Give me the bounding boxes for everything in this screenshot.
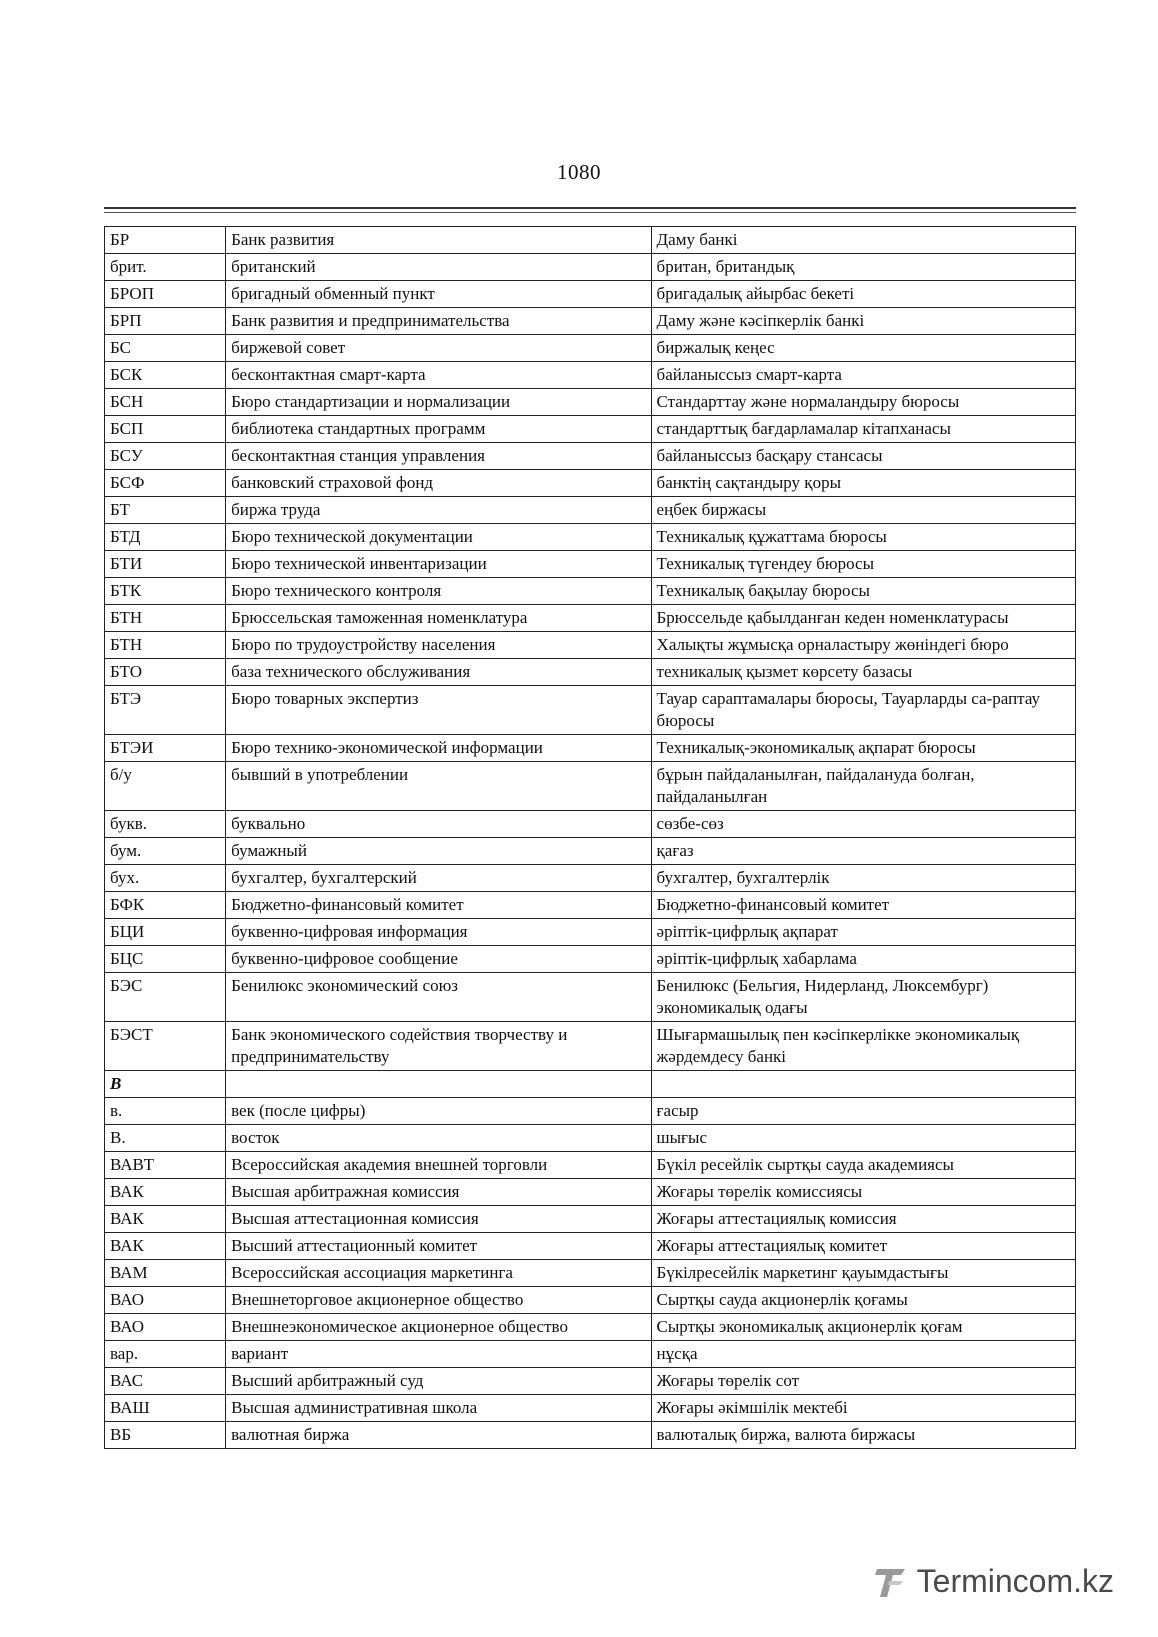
abbreviation-cell: ВАМ xyxy=(105,1260,226,1287)
table-row xyxy=(105,1341,1076,1368)
abbreviation-cell: БТН xyxy=(105,605,226,632)
table-row xyxy=(105,551,1076,578)
kazakh-term-cell: Жоғары әкімшілік мектебі xyxy=(651,1395,1075,1422)
table-row xyxy=(105,335,1076,362)
russian-term-cell: Бюро стандартизации и нормализации xyxy=(226,389,651,416)
table-row xyxy=(105,254,1076,281)
russian-term-cell: Бюро технической инвентаризации xyxy=(226,551,651,578)
table-row xyxy=(105,1422,1076,1449)
kazakh-term-cell: стандарттық бағдарламалар кітапханасы xyxy=(651,416,1075,443)
termincom-logo-icon xyxy=(875,1561,915,1601)
table-row xyxy=(105,389,1076,416)
russian-term-cell: банковский страховой фонд xyxy=(226,470,651,497)
russian-term-cell: Бенилюкс экономический союз xyxy=(226,973,651,1022)
russian-term-cell: Бюро товарных экспертиз xyxy=(226,686,651,735)
table-row xyxy=(105,1022,1076,1071)
abbreviation-cell: букв. xyxy=(105,811,226,838)
kazakh-term-cell: Техникалық бақылау бюросы xyxy=(651,578,1075,605)
kazakh-term-cell: Жоғары төрелік сот xyxy=(651,1368,1075,1395)
table-row xyxy=(105,1314,1076,1341)
abbreviation-cell: ВБ xyxy=(105,1422,226,1449)
kazakh-term-cell: Стандарттау және нормаландыру бюросы xyxy=(651,389,1075,416)
abbreviation-cell: БС xyxy=(105,335,226,362)
table-row xyxy=(105,362,1076,389)
abbreviation-cell: БСК xyxy=(105,362,226,389)
abbreviation-cell: ВАС xyxy=(105,1368,226,1395)
table-row xyxy=(105,946,1076,973)
abbreviation-cell: бух. xyxy=(105,865,226,892)
abbreviation-cell: БЭСТ xyxy=(105,1022,226,1071)
section-letter: В xyxy=(105,1071,226,1098)
kazakh-term-cell: банктің сақтандыру қоры xyxy=(651,470,1075,497)
kazakh-term-cell: Даму банкі xyxy=(651,227,1075,254)
table-row xyxy=(105,1125,1076,1152)
russian-term-cell: буквально xyxy=(226,811,651,838)
abbreviation-cell: ВАК xyxy=(105,1233,226,1260)
abbreviation-cell: БСУ xyxy=(105,443,226,470)
abbreviation-cell: БЭС xyxy=(105,973,226,1022)
kazakh-term-cell: Техникалық-экономикалық ақпарат бюросы xyxy=(651,735,1075,762)
table-row xyxy=(105,1287,1076,1314)
table-row xyxy=(105,524,1076,551)
watermark xyxy=(875,1561,1114,1601)
kazakh-term-cell: Шығармашылық пен кәсіпкерлікке экономикалық жәрдемдесу банкі xyxy=(651,1022,1075,1071)
abbreviation-cell: ВАО xyxy=(105,1287,226,1314)
russian-term-cell: библиотека стандартных программ xyxy=(226,416,651,443)
kazakh-term-cell: техникалық қызмет көрсету базасы xyxy=(651,659,1075,686)
table-row xyxy=(105,1395,1076,1422)
table-row xyxy=(105,416,1076,443)
kazakh-term-cell: Бюджетно-финансовый комитет xyxy=(651,892,1075,919)
kazakh-term-cell: валюталық биржа, валюта биржасы xyxy=(651,1422,1075,1449)
russian-term-cell: бесконтактная смарт-карта xyxy=(226,362,651,389)
table-row xyxy=(105,919,1076,946)
kazakh-term-cell: Жоғары аттестациялық комиссия xyxy=(651,1206,1075,1233)
kazakh-term-cell: Бенилюкс (Бельгия, Нидерланд, Люксембург) экономикалық одағы xyxy=(651,973,1075,1022)
russian-term-cell: Высший арбитражный суд xyxy=(226,1368,651,1395)
russian-term-cell: бумажный xyxy=(226,838,651,865)
abbreviation-cell: БТД xyxy=(105,524,226,551)
kazakh-term-cell: сөзбе-сөз xyxy=(651,811,1075,838)
kazakh-term-cell: Жоғары төрелік комиссиясы xyxy=(651,1179,1075,1206)
kazakh-term-cell: шығыс xyxy=(651,1125,1075,1152)
table-row xyxy=(105,1206,1076,1233)
kazakh-term-cell: бригадалық айырбас бекеті xyxy=(651,281,1075,308)
table-row xyxy=(105,1152,1076,1179)
section-letter-row xyxy=(105,1071,1076,1098)
abbreviation-cell: БТЭИ xyxy=(105,735,226,762)
table-row xyxy=(105,497,1076,524)
table-row xyxy=(105,470,1076,497)
table-row xyxy=(105,227,1076,254)
russian-term-cell: Высшая административная школа xyxy=(226,1395,651,1422)
kazakh-term-cell: әріптік-цифрлық хабарлама xyxy=(651,946,1075,973)
table-row xyxy=(105,1233,1076,1260)
abbreviation-cell: ВАВТ xyxy=(105,1152,226,1179)
table-row xyxy=(105,865,1076,892)
abbreviation-cell: БСФ xyxy=(105,470,226,497)
table-row xyxy=(105,973,1076,1022)
russian-term-cell: бывший в употреблении xyxy=(226,762,651,811)
kazakh-term-cell: Тауар сараптамалары бюросы, Тауарларды са-раптау бюросы xyxy=(651,686,1075,735)
abbreviation-cell: ВАШ xyxy=(105,1395,226,1422)
table-row xyxy=(105,1179,1076,1206)
kazakh-term-cell: байланыссыз смарт-карта xyxy=(651,362,1075,389)
abbreviation-cell: БРП xyxy=(105,308,226,335)
kazakh-term-cell: бұрын пайдаланылған, пайдалануда болған, пайдаланылған xyxy=(651,762,1075,811)
abbreviation-cell: брит. xyxy=(105,254,226,281)
abbreviation-cell: БФК xyxy=(105,892,226,919)
page-number: 1080 xyxy=(557,160,601,184)
table-row xyxy=(105,659,1076,686)
russian-term-cell: Брюссельская таможенная номенклатура xyxy=(226,605,651,632)
table-row xyxy=(105,686,1076,735)
glossary-body xyxy=(105,227,1076,1449)
table-row xyxy=(105,443,1076,470)
russian-term-cell: бригадный обменный пункт xyxy=(226,281,651,308)
kazakh-term-cell: Бүкіл ресейлік сыртқы сауда академиясы xyxy=(651,1152,1075,1179)
russian-term-cell: Бюджетно-финансовый комитет xyxy=(226,892,651,919)
kazakh-term-cell: бухгалтер, бухгалтерлік xyxy=(651,865,1075,892)
watermark-text: Termincom.kz xyxy=(916,1562,1114,1599)
kazakh-term-cell: Халықты жұмысқа орналастыру жөніндегі бюро xyxy=(651,632,1075,659)
abbreviation-cell: ВАК xyxy=(105,1179,226,1206)
abbreviation-cell: БСП xyxy=(105,416,226,443)
abbreviation-cell: БТН xyxy=(105,632,226,659)
russian-term-cell: Бюро по трудоустройству населения xyxy=(226,632,651,659)
header-rule-thick xyxy=(104,207,1076,209)
abbreviation-cell: БСН xyxy=(105,389,226,416)
table-row xyxy=(105,605,1076,632)
russian-term-cell: Бюро технической документации xyxy=(226,524,651,551)
russian-term-cell: буквенно-цифровое сообщение xyxy=(226,946,651,973)
kazakh-term-cell: әріптік-цифрлық ақпарат xyxy=(651,919,1075,946)
table-row xyxy=(105,811,1076,838)
russian-term-cell: Высшая аттестационная комиссия xyxy=(226,1206,651,1233)
kazakh-term-cell: еңбек биржасы xyxy=(651,497,1075,524)
kazakh-term-cell: байланыссыз басқару стансасы xyxy=(651,443,1075,470)
russian-term-cell: база технического обслуживания xyxy=(226,659,651,686)
abbreviation-cell: БР xyxy=(105,227,226,254)
abbreviation-cell: б/у xyxy=(105,762,226,811)
russian-term-cell: Всероссийская ассоциация маркетинга xyxy=(226,1260,651,1287)
russian-term-cell: бухгалтер, бухгалтерский xyxy=(226,865,651,892)
kazakh-term-cell: Брюссельде қабылданған кеден номенклатурасы xyxy=(651,605,1075,632)
kazakh-term-cell: Бүкілресейлік маркетинг қауымдастығы xyxy=(651,1260,1075,1287)
table-row xyxy=(105,281,1076,308)
abbreviation-cell: БТК xyxy=(105,578,226,605)
russian-term-cell: валютная биржа xyxy=(226,1422,651,1449)
abbreviation-cell: БЦИ xyxy=(105,919,226,946)
kazakh-term-cell: Жоғары аттестациялық комитет xyxy=(651,1233,1075,1260)
abbreviation-cell: БТИ xyxy=(105,551,226,578)
russian-term-cell: Бюро технико-экономической информации xyxy=(226,735,651,762)
kazakh-term-cell: ғасыр xyxy=(651,1098,1075,1125)
kazakh-term-cell: британ, британдық xyxy=(651,254,1075,281)
table-row xyxy=(105,1260,1076,1287)
table-row xyxy=(105,578,1076,605)
russian-term-cell: буквенно-цифровая информация xyxy=(226,919,651,946)
kazakh-term-cell: Техникалық құжаттама бюросы xyxy=(651,524,1075,551)
russian-term-cell: Бюро технического контроля xyxy=(226,578,651,605)
kazakh-term-cell: қағаз xyxy=(651,838,1075,865)
abbreviation-cell: ВАК xyxy=(105,1206,226,1233)
russian-term-cell: биржа труда xyxy=(226,497,651,524)
russian-term-cell: Внешнеторговое акционерное общество xyxy=(226,1287,651,1314)
abbreviation-cell: ВАО xyxy=(105,1314,226,1341)
table-row xyxy=(105,892,1076,919)
abbreviation-cell: БРОП xyxy=(105,281,226,308)
kazakh-term-cell: нұсқа xyxy=(651,1341,1075,1368)
kazakh-term-cell xyxy=(651,1071,1075,1098)
kazakh-term-cell: биржалық кеңес xyxy=(651,335,1075,362)
abbreviation-cell: в. xyxy=(105,1098,226,1125)
abbreviation-cell: бум. xyxy=(105,838,226,865)
abbreviation-cell: БТО xyxy=(105,659,226,686)
russian-term-cell: вариант xyxy=(226,1341,651,1368)
russian-term-cell: Всероссийская академия внешней торговли xyxy=(226,1152,651,1179)
russian-term-cell: век (после цифры) xyxy=(226,1098,651,1125)
abbreviation-cell: БТЭ xyxy=(105,686,226,735)
kazakh-term-cell: Техникалық түгендеу бюросы xyxy=(651,551,1075,578)
russian-term-cell: бесконтактная станция управления xyxy=(226,443,651,470)
table-row xyxy=(105,762,1076,811)
glossary-table xyxy=(104,226,1076,1449)
table-row xyxy=(105,632,1076,659)
table-row xyxy=(105,1098,1076,1125)
table-row xyxy=(105,735,1076,762)
russian-term-cell: Высший аттестационный комитет xyxy=(226,1233,651,1260)
russian-term-cell xyxy=(226,1071,651,1098)
russian-term-cell: британский xyxy=(226,254,651,281)
kazakh-term-cell: Сыртқы сауда акционерлік қоғамы xyxy=(651,1287,1075,1314)
header-rule-thin xyxy=(104,212,1076,213)
abbreviation-cell: вар. xyxy=(105,1341,226,1368)
table-row xyxy=(105,308,1076,335)
russian-term-cell: Внешнеэкономическое акционерное общество xyxy=(226,1314,651,1341)
russian-term-cell: Банк развития и предпринимательства xyxy=(226,308,651,335)
russian-term-cell: Банк развития xyxy=(226,227,651,254)
russian-term-cell: Банк экономического содействия творчеству и предпринимательству xyxy=(226,1022,651,1071)
abbreviation-cell: БТ xyxy=(105,497,226,524)
abbreviation-cell: В. xyxy=(105,1125,226,1152)
kazakh-term-cell: Даму және кәсіпкерлік банкі xyxy=(651,308,1075,335)
russian-term-cell: Высшая арбитражная комиссия xyxy=(226,1179,651,1206)
table-row xyxy=(105,838,1076,865)
kazakh-term-cell: Сыртқы экономикалық акционерлік қоғам xyxy=(651,1314,1075,1341)
russian-term-cell: биржевой совет xyxy=(226,335,651,362)
russian-term-cell: восток xyxy=(226,1125,651,1152)
abbreviation-cell: БЦС xyxy=(105,946,226,973)
table-row xyxy=(105,1368,1076,1395)
